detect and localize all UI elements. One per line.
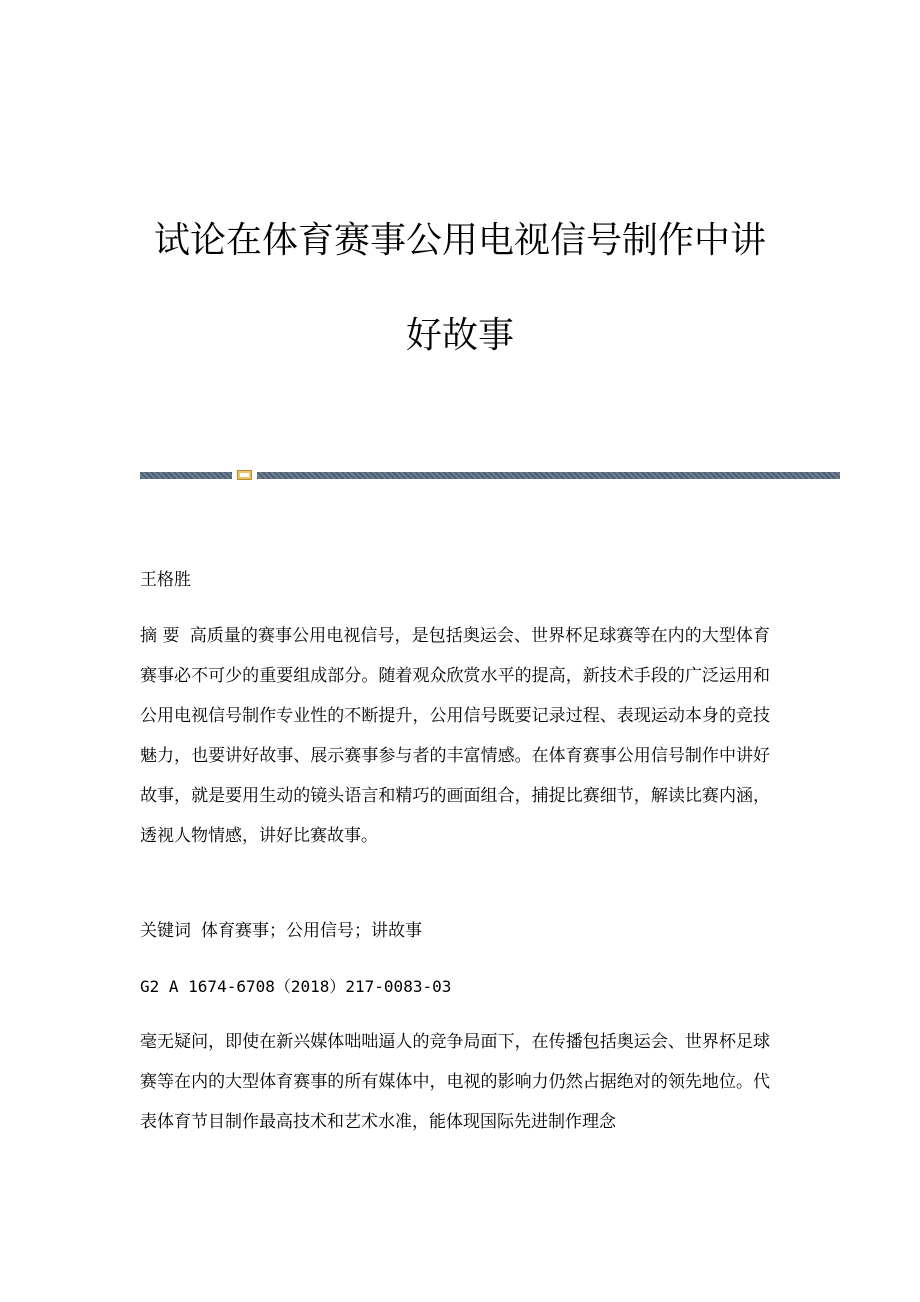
- keywords-line: [140, 921, 780, 941]
- intro-paragraph: 毫无疑问，即使在新兴媒体咄咄逼人的竞争局面下，在传播包括奥运会、世界杯足球赛等在内的大型体育赛事的所有媒体中，电视的影响力仍然占据绝对的领先地位。代表体育节目制作最高技术和艺术水准，能体现国际先进制作理念: [140, 1032, 770, 1132]
- divider-bar-left: [140, 472, 232, 479]
- keywords-label: 关键词: [140, 921, 191, 941]
- classification-code: G2 A 1674-6708（2018）217-0083-03: [140, 977, 452, 996]
- keywords-text: 体育赛事；公用信号；讲故事: [201, 921, 422, 941]
- paper-title-line-1: 试论在体育赛事公用电视信号制作中讲: [153, 220, 766, 261]
- decorative-divider: [140, 470, 840, 480]
- author-name: 王格胜: [140, 570, 191, 590]
- divider-bar-right: [257, 472, 840, 479]
- abstract-label: 摘 要: [140, 626, 180, 646]
- paper-title-line-2: 好故事: [405, 315, 514, 356]
- abstract-paragraph: [140, 616, 770, 856]
- envelope-ornament-icon: [237, 470, 252, 480]
- abstract-text: 高质量的赛事公用电视信号，是包括奥运会、世界杯足球赛等在内的大型体育赛事必不可少的重要组成部分。随着观众欣赏水平的提高，新技术手段的广泛运用和公用电视信号制作专业性的不断提升，公用信号既要记录过程、表现运动本身的竞技魅力，也要讲好故事、展示赛事参与者的丰富情感。在体育赛事公用信号制作中讲好故事，就是要用生动的镜头语言和精巧的画面组合，捕捉比赛细节，解读比赛内涵，透视人物情感，讲好比赛故事。: [140, 626, 771, 846]
